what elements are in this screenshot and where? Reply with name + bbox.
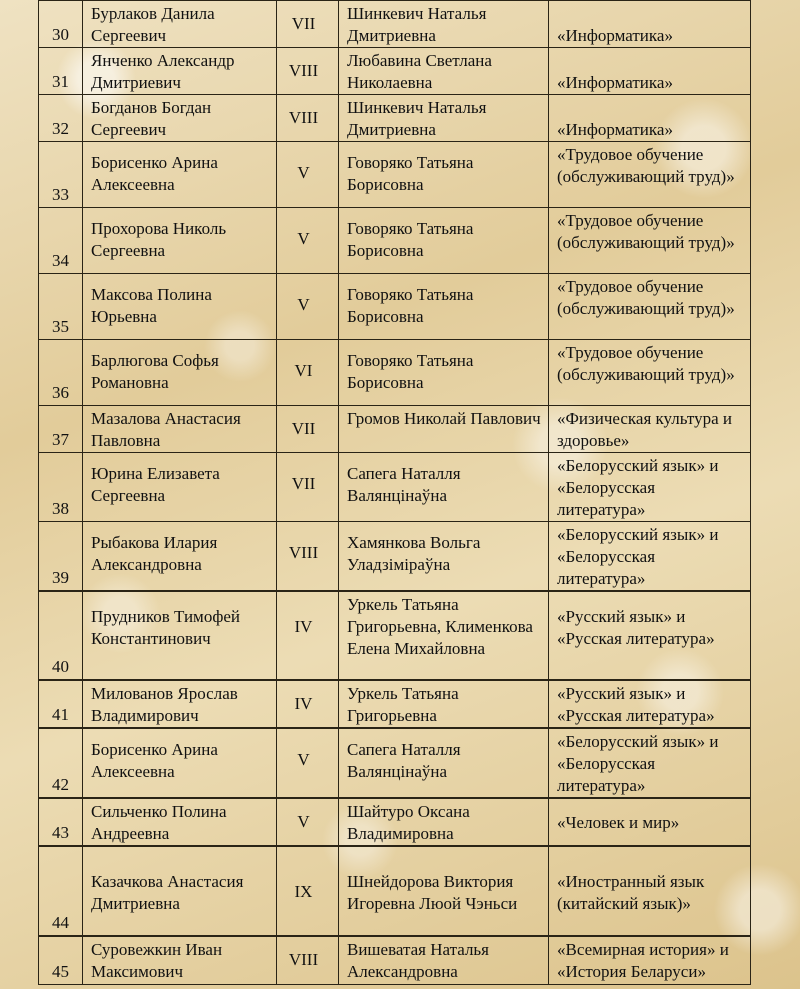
teacher-name: Вишеватая Наталья Александровна <box>339 936 549 984</box>
table-body <box>39 1 751 985</box>
table-row <box>39 846 751 936</box>
student-name: Прудников Тимофей Константинович <box>83 591 277 680</box>
row-number: 39 <box>39 522 83 592</box>
table-row <box>39 208 751 274</box>
class-grade: VII <box>277 453 339 522</box>
student-name: Максова Полина Юрьевна <box>83 274 277 340</box>
class-grade: VII <box>277 1 339 48</box>
teacher-name: Говоряко Татьяна Борисовна <box>339 208 549 274</box>
student-name: Борисенко Арина Алексеевна <box>83 728 277 798</box>
teacher-name: Говоряко Татьяна Борисовна <box>339 142 549 208</box>
student-name: Мазалова Анастасия Павловна <box>83 406 277 453</box>
student-name: Сильченко Полина Андреевна <box>83 798 277 846</box>
table-row <box>39 95 751 142</box>
class-grade: VI <box>277 340 339 406</box>
teacher-name: Любавина Светлана Николаевна <box>339 48 549 95</box>
class-grade: IV <box>277 591 339 680</box>
row-number: 34 <box>39 208 83 274</box>
student-name: Милованов Ярослав Владимирович <box>83 680 277 728</box>
subject: «Информатика» <box>549 95 751 142</box>
row-number: 38 <box>39 453 83 522</box>
student-name: Казачкова Анастасия Дмитриевна <box>83 846 277 936</box>
subject: «Трудовое обучение (обслуживающий труд)» <box>549 274 751 340</box>
subject: «Иностранный язык (китайский язык)» <box>549 846 751 936</box>
class-grade: V <box>277 208 339 274</box>
teacher-name: Говоряко Татьяна Борисовна <box>339 274 549 340</box>
teacher-name: Громов Николай Павлович <box>339 406 549 453</box>
class-grade: VIII <box>277 95 339 142</box>
subject: «Белорусский язык» и «Белорусская литература» <box>549 453 751 522</box>
class-grade: V <box>277 274 339 340</box>
table-row <box>39 1 751 48</box>
subject: «Русский язык» и «Русская литература» <box>549 680 751 728</box>
table-row <box>39 340 751 406</box>
table-row <box>39 798 751 846</box>
row-number: 44 <box>39 846 83 936</box>
table-row <box>39 936 751 984</box>
student-name: Прохорова Николь Сергеевна <box>83 208 277 274</box>
student-name: Бурлаков Данила Сергеевич <box>83 1 277 48</box>
teacher-name: Шнейдорова Виктория Игоревна Люой Чэньси <box>339 846 549 936</box>
class-grade: VII <box>277 406 339 453</box>
class-grade: VIII <box>277 48 339 95</box>
student-name: Юрина Елизавета Сергеевна <box>83 453 277 522</box>
row-number: 31 <box>39 48 83 95</box>
row-number: 30 <box>39 1 83 48</box>
teacher-name: Уркель Татьяна Григорьевна, Клименкова Елена Михайловна <box>339 591 549 680</box>
table-row <box>39 142 751 208</box>
subject: «Человек и мир» <box>549 798 751 846</box>
table-row <box>39 453 751 522</box>
row-number: 36 <box>39 340 83 406</box>
table-row <box>39 591 751 680</box>
teacher-name: Хамянкова Вольга Уладзіміраўна <box>339 522 549 592</box>
student-name: Рыбакова Илария Александровна <box>83 522 277 592</box>
row-number: 43 <box>39 798 83 846</box>
student-name: Богданов Богдан Сергеевич <box>83 95 277 142</box>
subject: «Трудовое обучение (обслуживающий труд)» <box>549 208 751 274</box>
table-row <box>39 522 751 592</box>
row-number: 41 <box>39 680 83 728</box>
student-name: Суровежкин Иван Максимович <box>83 936 277 984</box>
subject: «Русский язык» и «Русская литература» <box>549 591 751 680</box>
student-name: Борисенко Арина Алексеевна <box>83 142 277 208</box>
teacher-name: Говоряко Татьяна Борисовна <box>339 340 549 406</box>
subject: «Физическая культура и здоровье» <box>549 406 751 453</box>
teacher-name: Шайтуро Оксана Владимировна <box>339 798 549 846</box>
table-row <box>39 48 751 95</box>
row-number: 42 <box>39 728 83 798</box>
row-number: 40 <box>39 591 83 680</box>
teacher-name: Сапега Наталля Валянцінаўна <box>339 728 549 798</box>
class-grade: IX <box>277 846 339 936</box>
subject: «Трудовое обучение (обслуживающий труд)» <box>549 142 751 208</box>
table-row <box>39 728 751 798</box>
class-grade: IV <box>277 680 339 728</box>
subject: «Всемирная история» и «История Беларуси» <box>549 936 751 984</box>
table-row <box>39 406 751 453</box>
class-grade: V <box>277 798 339 846</box>
teacher-name: Шинкевич Наталья Дмитриевна <box>339 1 549 48</box>
teacher-name: Уркель Татьяна Григорьевна <box>339 680 549 728</box>
row-number: 37 <box>39 406 83 453</box>
row-number: 32 <box>39 95 83 142</box>
awards-table <box>38 0 751 985</box>
subject: «Белорусский язык» и «Белорусская литература» <box>549 728 751 798</box>
class-grade: V <box>277 142 339 208</box>
class-grade: VIII <box>277 936 339 984</box>
subject: «Информатика» <box>549 1 751 48</box>
subject: «Белорусский язык» и «Белорусская литература» <box>549 522 751 592</box>
teacher-name: Шинкевич Наталья Дмитриевна <box>339 95 549 142</box>
subject: «Трудовое обучение (обслуживающий труд)» <box>549 340 751 406</box>
class-grade: V <box>277 728 339 798</box>
table-row <box>39 680 751 728</box>
class-grade: VIII <box>277 522 339 592</box>
student-name: Янченко Александр Дмитриевич <box>83 48 277 95</box>
subject: «Информатика» <box>549 48 751 95</box>
table-row <box>39 274 751 340</box>
row-number: 45 <box>39 936 83 984</box>
row-number: 35 <box>39 274 83 340</box>
teacher-name: Сапега Наталля Валянцінаўна <box>339 453 549 522</box>
row-number: 33 <box>39 142 83 208</box>
student-name: Барлюгова Софья Романовна <box>83 340 277 406</box>
